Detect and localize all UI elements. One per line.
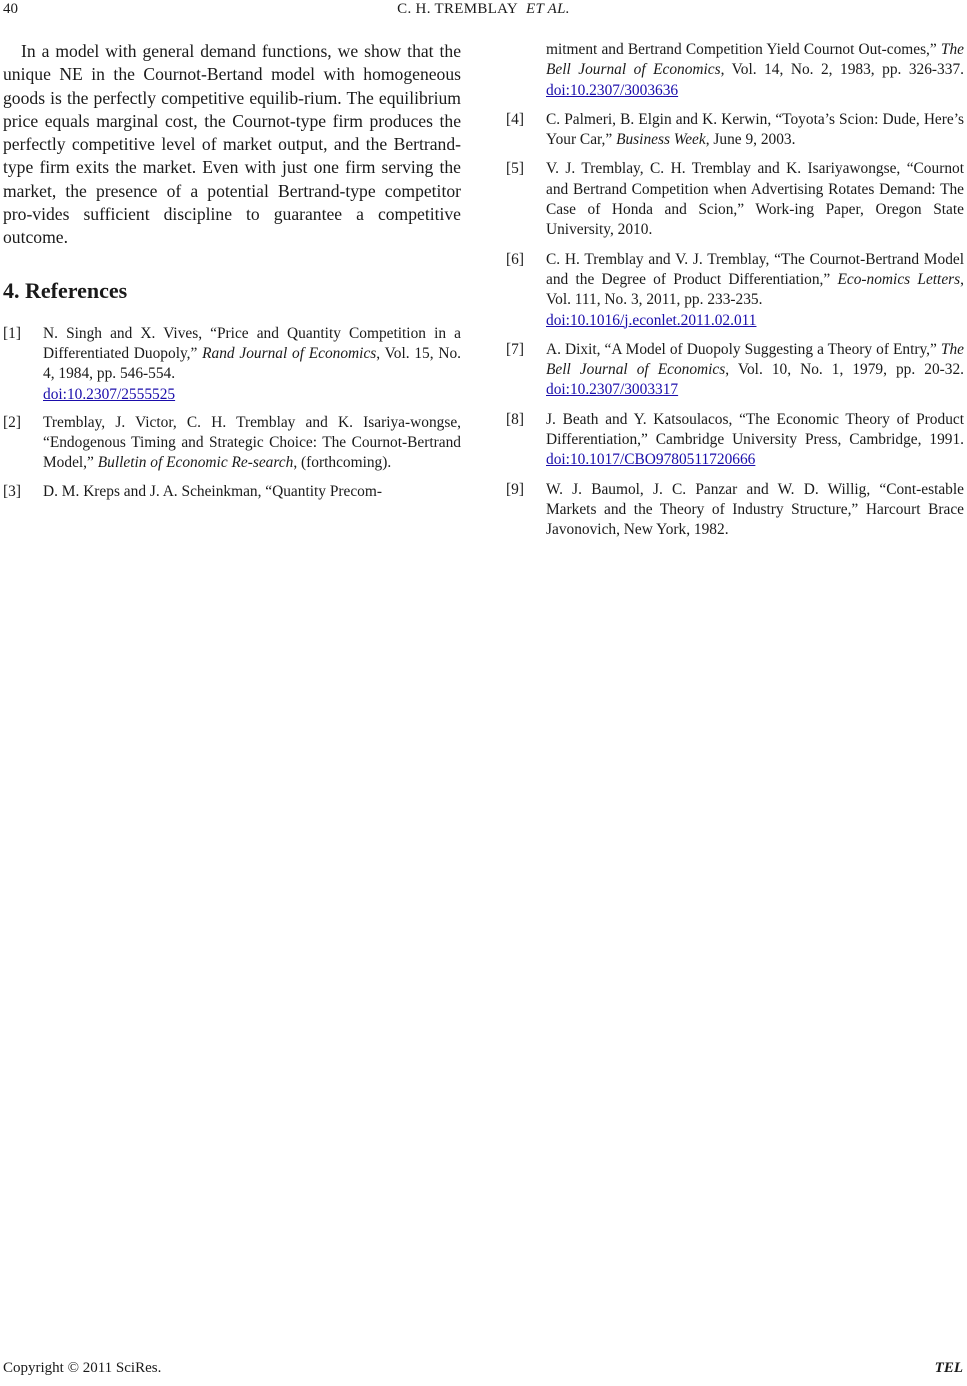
reference-text: , Vol. 10, No. 1, 1979, pp. 20-32. (725, 361, 964, 379)
right-column (506, 40, 964, 550)
reference-item (506, 159, 964, 240)
doi-link[interactable]: doi:10.1016/j.econlet.2011.02.011 (546, 311, 757, 329)
reference-number: [4] (506, 110, 524, 128)
reference-item (506, 480, 964, 541)
reference-number: [9] (506, 480, 524, 498)
reference-number: [3] (3, 482, 21, 500)
reference-text: Tremblay, J. Victor, C. H. Tremblay and K. Isariya-wongse, “Endogenous Timing and Strategic Choice: The Cournot-Bertrand Model,” (43, 413, 461, 472)
reference-text: N. Singh and X. Vives, “Price and Quantity Competition in a Differentiated Duopoly,” (43, 324, 461, 362)
doi-link[interactable]: doi:10.1017/CBO9780511720666 (546, 451, 756, 469)
copyright-notice: Copyright © 2011 SciRes. (3, 1360, 162, 1376)
reference-number: [7] (506, 340, 524, 358)
left-column (3, 40, 461, 510)
page-header (0, 0, 967, 22)
running-head-etal: ET AL. (526, 1, 570, 17)
journal-abbreviation: TEL (934, 1360, 963, 1376)
reference-item (506, 110, 964, 151)
reference-text: C. Palmeri, B. Elgin and K. Kerwin, “Toyota’s Scion: Dude, Here’s Your Car,” (546, 110, 964, 149)
page-footer (3, 1360, 963, 1380)
reference-text: , Vol. 14, No. 2, 1983, pp. 326-337. (720, 61, 964, 79)
doi-link[interactable]: doi:10.2307/2555525 (43, 385, 176, 403)
reference-number: [2] (3, 413, 21, 431)
reference-journal: Business Week (616, 131, 706, 149)
page-number: 40 (3, 1, 18, 17)
reference-text: , (forthcoming). (293, 454, 392, 472)
reference-text: , June 9, 2003. (705, 131, 796, 149)
reference-journal: Bulletin of Economic Re-search (97, 454, 294, 472)
reference-text: J. Beath and Y. Katsoulacos, “The Economic Theory of Product Differentiation,” Cambridge University Press, Cambridge, 1991. (546, 410, 964, 449)
reference-number: [8] (506, 410, 524, 428)
reference-text: , Vol. 111, No. 3, 2011, pp. 233-235. (546, 270, 964, 309)
reference-text: A. Dixit, “A Model of Duopoly Suggesting a Theory of Entry,” (546, 340, 941, 358)
reference-text: W. J. Baumol, J. C. Panzar and W. D. Willig, “Cont-estable Markets and the Theory of Industry Structure,” Harcourt Brace Javonovich, New York, 1982. (546, 480, 964, 539)
reference-list-left (3, 324, 461, 502)
section-heading-references: 4. References (3, 277, 128, 303)
reference-text: D. M. Kreps and J. A. Scheinkman, “Quantity Precom- (43, 482, 382, 500)
reference-journal: The Bell Journal of Economics (546, 340, 964, 379)
reference-journal: The Bell Journal of Economics (546, 41, 964, 79)
running-head (0, 1, 967, 18)
reference-item (3, 413, 461, 474)
reference-number: [5] (506, 160, 524, 178)
doi-link[interactable]: doi:10.2307/3003317 (546, 381, 679, 399)
reference-item (506, 410, 964, 471)
reference-text: V. J. Tremblay, C. H. Tremblay and K. Isariyawongse, “Cournot and Bertrand Competition when Advertising Rotates Demand: The Case of Honda and Scion,” Work-ing Paper, Oregon State University, 2010. (546, 160, 964, 239)
reference-item (506, 250, 964, 331)
reference-journal: Rand Journal of Economics (202, 344, 377, 362)
reference-number: [1] (3, 324, 21, 342)
reference-journal: Eco-nomics Letters (837, 270, 961, 288)
body-paragraph: In a model with general demand functions, we show that the unique NE in the Cournot-Bertand model with homogeneous goods is the perfectly competitive equilib-rium. The equilibrium price equals marginal cost, the Cournot-type firm produces the perfectly competitive level of market output, and the Bertrand-type firm exits the market. Even with just one firm serving the market, the presence of a potential Bertrand-type competitor pro-vides sufficient discipline to guarantee a competitive outcome. (3, 41, 461, 248)
reference-item (3, 482, 461, 502)
reference-text: C. H. Tremblay and V. J. Tremblay, “The Cournot-Bertrand Model and the Degree of Product Differentiation,” (546, 250, 964, 288)
running-head-authors: C. H. TREMBLAY (397, 1, 519, 17)
doi-link[interactable]: doi:10.2307/3003636 (546, 81, 679, 99)
reference-number: [6] (506, 250, 524, 268)
reference-item (3, 324, 461, 405)
reference-text: , Vol. 15, No. 4, 1984, pp. 546-554. (43, 344, 461, 383)
reference-continuation (506, 40, 964, 101)
reference-text: mitment and Bertrand Competition Yield Cournot Out-comes,” (546, 41, 941, 58)
reference-item (506, 340, 964, 401)
